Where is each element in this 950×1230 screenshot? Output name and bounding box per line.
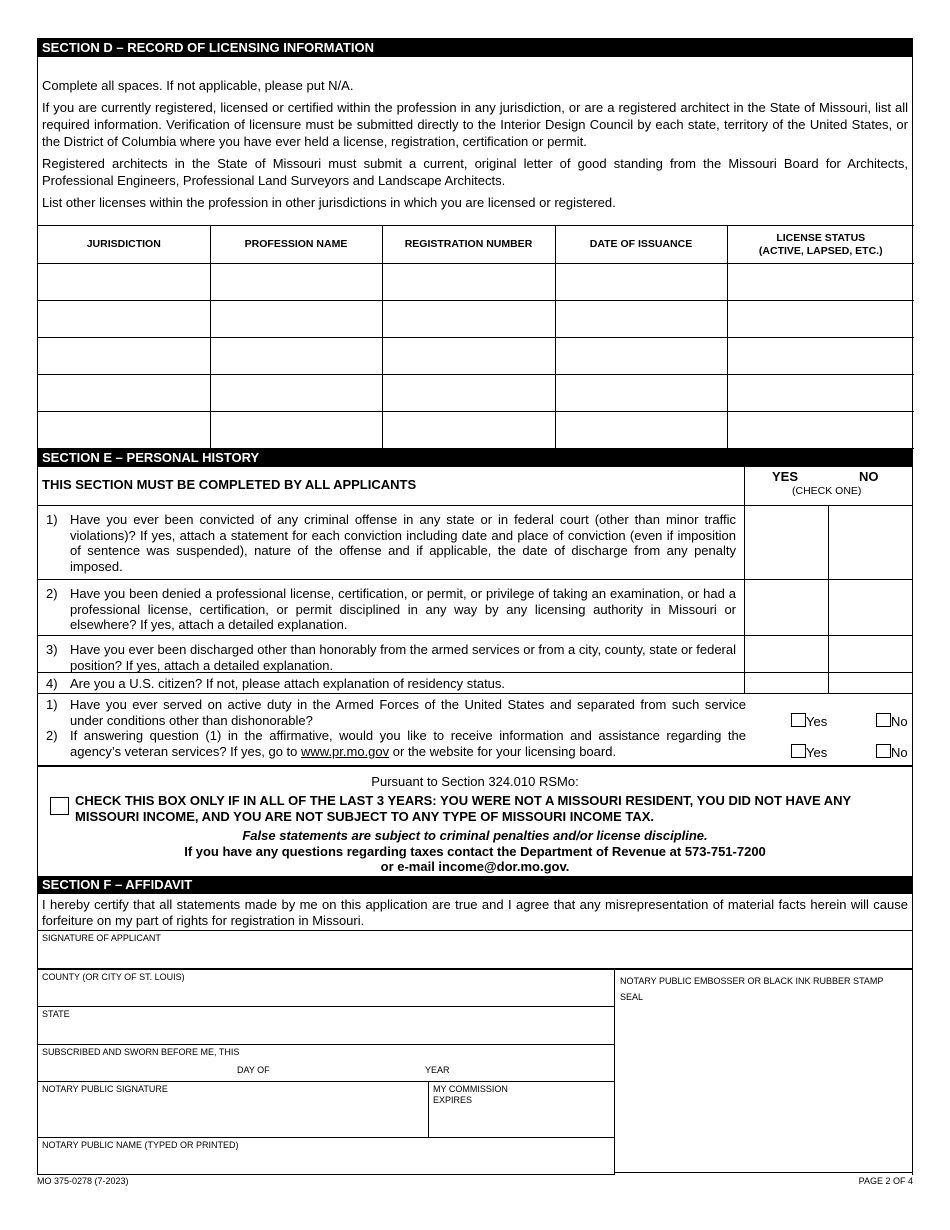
page-number: PAGE 2 OF 4	[858, 1176, 913, 1186]
affidavit-text: I hereby certify that all statements made by me on this application are true and I agree that any misrepresentation of material facts herein will cause forfeiture on my part of rights for registration in Missouri.	[42, 897, 908, 928]
table-row	[38, 375, 914, 412]
table-row	[38, 412, 914, 449]
q3-yes-box[interactable]	[744, 636, 828, 672]
notary-name-field[interactable]	[38, 1138, 614, 1175]
q4-yes-box[interactable]	[744, 673, 828, 693]
history-header-row	[38, 467, 912, 505]
notary-name-label: NOTARY PUBLIC NAME (TYPED OR PRINTED)	[42, 1140, 239, 1150]
cell-jurisdiction[interactable]	[38, 301, 210, 338]
cell-registration[interactable]	[382, 301, 555, 338]
signature-label: SIGNATURE OF APPLICANT	[42, 933, 161, 943]
v2-number: 2)	[46, 728, 58, 743]
q4-number: 4)	[46, 676, 58, 691]
col-registration-number: REGISTRATION NUMBER	[382, 226, 555, 264]
notary-signature-field[interactable]	[38, 1082, 429, 1137]
q2-number: 2)	[46, 586, 58, 601]
cell-date[interactable]	[555, 412, 727, 449]
v2-yes-option[interactable]	[791, 744, 827, 761]
subscribed-label: SUBSCRIBED AND SWORN BEFORE ME, THIS	[42, 1047, 240, 1057]
v2-text-post: or the website for your licensing board.	[389, 743, 617, 759]
commission-label-1: MY COMMISSION	[433, 1084, 508, 1094]
v1-number: 1)	[46, 697, 58, 712]
checkbox[interactable]	[791, 744, 806, 758]
license-table	[38, 225, 914, 449]
v1-no-label: No	[891, 714, 908, 729]
q1-text: Have you ever been convicted of any criminal offense in any state or in federal court (other than minor traffic violations)? If yes, attach a statement for each conviction including date and place of conviction (even if imposition of sentence was suspended), nature of the offense and if applicable, the date of discharge from any penalty imposed.	[70, 512, 736, 574]
cell-profession[interactable]	[210, 375, 382, 412]
q3-text: Have you ever been discharged other than honorably from the armed services or from a city, county, state or federal position? If yes, attach a detailed explanation.	[70, 642, 736, 673]
instruction-para-2: If you are currently registered, licensed or certified within the profession in any jurisdiction, or are a registered architect in the State of Missouri, list all required information. Verification of licensure must be submitted directly to the Interior Design Council by each state, territory of the United States, or the District of Columbia where you have ever held a license, registration, certification or permit.	[42, 100, 908, 149]
cell-date[interactable]	[555, 264, 727, 301]
checkbox[interactable]	[876, 713, 891, 727]
commission-label-2: EXPIRES	[433, 1095, 473, 1105]
cell-registration[interactable]	[382, 412, 555, 449]
tax-questions-line-2: or e-mail income@dor.mo.gov.	[380, 859, 570, 874]
veteran-services-link[interactable]: www.pr.mo.gov	[301, 743, 390, 759]
question-3	[38, 635, 912, 672]
notary-section	[38, 968, 912, 1175]
v2-no-label: No	[891, 745, 908, 760]
tax-questions-line-1: If you have any questions regarding taxes contact the Department of Revenue at 573-751-7200	[184, 844, 766, 859]
q4-text: Are you a U.S. citizen? If not, please attach explanation of residency status.	[70, 676, 506, 691]
pursuant-text: Pursuant to Section 324.010 RSMo:	[371, 774, 579, 789]
cell-status[interactable]	[727, 301, 914, 338]
county-label: COUNTY (OR CITY OF ST. LOUIS)	[42, 972, 185, 982]
veteran-questions	[38, 693, 912, 765]
veteran-question-1	[46, 697, 746, 728]
v1-no-option[interactable]	[876, 713, 908, 730]
table-row	[38, 264, 914, 301]
notary-fields	[38, 970, 615, 1175]
license-table-header	[38, 226, 914, 264]
col-license-status-line1: LICENSE STATUS	[776, 231, 866, 244]
checkbox[interactable]	[791, 713, 806, 727]
check-one-label: (CHECK ONE)	[792, 485, 862, 497]
county-field[interactable]	[38, 970, 614, 1007]
cell-jurisdiction[interactable]	[38, 375, 210, 412]
subscribed-field[interactable]	[38, 1045, 614, 1082]
must-complete-label: THIS SECTION MUST BE COMPLETED BY ALL APPLICANTS	[42, 477, 417, 492]
instruction-para-1: Complete all spaces. If not applicable, please put N/A.	[42, 78, 354, 93]
col-license-status	[727, 226, 914, 264]
notary-signature-row	[38, 1082, 614, 1138]
v2-text-pre: If answering question (1) in the affirmative, would you like to receive information and assistance regarding the agency’s veteran services? If yes, go to	[70, 728, 746, 759]
v2-text	[70, 728, 746, 759]
q1-number: 1)	[46, 512, 58, 527]
embosser-label: NOTARY PUBLIC EMBOSSER OR BLACK INK RUBBER STAMP	[620, 976, 884, 986]
state-label: STATE	[42, 1009, 70, 1019]
state-field[interactable]	[38, 1007, 614, 1045]
section-f-header: SECTION F – AFFIDAVIT	[38, 876, 912, 894]
instruction-para-4: List other licenses within the profession in other jurisdictions in which you are licensed or registered.	[42, 195, 616, 210]
col-jurisdiction: JURISDICTION	[38, 226, 210, 264]
day-of-label: DAY OF	[237, 1065, 270, 1075]
cell-jurisdiction[interactable]	[38, 338, 210, 375]
seal-box-right-border	[912, 968, 913, 1173]
q2-yes-box[interactable]	[744, 580, 828, 635]
year-label: YEAR	[425, 1065, 450, 1075]
cell-profession[interactable]	[210, 264, 382, 301]
cell-registration[interactable]	[382, 264, 555, 301]
q4-no-box[interactable]	[828, 673, 912, 693]
section-d-instructions	[38, 57, 912, 225]
col-date-of-issuance: DATE OF ISSUANCE	[555, 226, 727, 264]
cell-status[interactable]	[727, 412, 914, 449]
q2-text: Have you been denied a professional license, certification, or permit, or privilege of taking an examination, or had a professional license, certification, or permit disciplined in any way by any licensing authority in Missouri or elsewhere? If yes, attach a detailed explanation.	[70, 586, 736, 632]
section-e-header: SECTION E – PERSONAL HISTORY	[38, 449, 912, 467]
no-header: NO	[859, 469, 879, 484]
table-row	[38, 338, 914, 375]
v1-text: Have you ever served on active duty in the Armed Forces of the United States and separated from such service under conditions other than dishonorable?	[70, 697, 746, 728]
v1-yes-option[interactable]	[791, 713, 827, 730]
section-d-header: SECTION D – RECORD OF LICENSING INFORMATION	[38, 39, 912, 57]
q3-no-box[interactable]	[828, 636, 912, 672]
checkbox[interactable]	[876, 744, 891, 758]
cell-date[interactable]	[555, 338, 727, 375]
instruction-para-3: Registered architects in the State of Missouri must submit a current, original letter of good standing from the Missouri Board for Architects, Professional Engineers, Professional Land Surveyors and Landscape Architects.	[42, 156, 908, 188]
cell-date[interactable]	[555, 375, 727, 412]
cell-profession[interactable]	[210, 412, 382, 449]
cell-status[interactable]	[727, 338, 914, 375]
cell-registration[interactable]	[382, 338, 555, 375]
question-1	[38, 505, 912, 579]
q2-no-box[interactable]	[828, 580, 912, 635]
q1-yes-box[interactable]	[744, 506, 828, 579]
col-license-status-line2: (ACTIVE, LAPSED, ETC.)	[758, 244, 883, 257]
v2-yes-label: Yes	[806, 745, 828, 760]
q1-no-box[interactable]	[828, 506, 912, 579]
seal-label: SEAL	[620, 992, 644, 1002]
cell-date[interactable]	[555, 301, 727, 338]
col-profession-name: PROFESSION NAME	[210, 226, 382, 264]
table-row	[38, 301, 914, 338]
yes-no-header	[744, 467, 912, 505]
cell-profession[interactable]	[210, 338, 382, 375]
q3-number: 3)	[46, 642, 58, 657]
cell-status[interactable]	[727, 375, 914, 412]
v1-yes-label: Yes	[806, 714, 828, 729]
false-statements-warning: False statements are subject to criminal penalties and/or license discipline.	[242, 828, 708, 843]
veteran-question-2	[46, 728, 746, 759]
yes-header: YES	[772, 469, 799, 484]
notary-seal-area	[615, 970, 912, 1175]
cell-profession[interactable]	[210, 301, 382, 338]
cell-jurisdiction[interactable]	[38, 264, 210, 301]
tax-exemption-block	[38, 765, 912, 876]
application-form	[37, 38, 913, 1175]
question-2	[38, 579, 912, 635]
notary-signature-label: NOTARY PUBLIC SIGNATURE	[42, 1084, 168, 1094]
cell-registration[interactable]	[382, 375, 555, 412]
cell-status[interactable]	[727, 264, 914, 301]
commission-expires-field[interactable]	[429, 1082, 614, 1137]
signature-field[interactable]	[38, 930, 912, 968]
question-4	[38, 672, 912, 693]
seal-box-bottom-border	[614, 1172, 913, 1173]
tax-exemption-text: CHECK THIS BOX ONLY IF IN ALL OF THE LAST 3 YEARS: YOU WERE NOT A MISSOURI RESIDENT, YOU DID NOT HAVE ANY MISSOURI INCOME, AND YOU ARE NOT SUBJECT TO ANY TYPE OF MISSOURI INCOME TAX.	[75, 793, 851, 824]
tax-exemption-checkbox[interactable]	[50, 797, 69, 815]
cell-jurisdiction[interactable]	[38, 412, 210, 449]
form-number: MO 375-0278 (7-2023)	[37, 1176, 129, 1186]
v2-no-option[interactable]	[876, 744, 908, 761]
